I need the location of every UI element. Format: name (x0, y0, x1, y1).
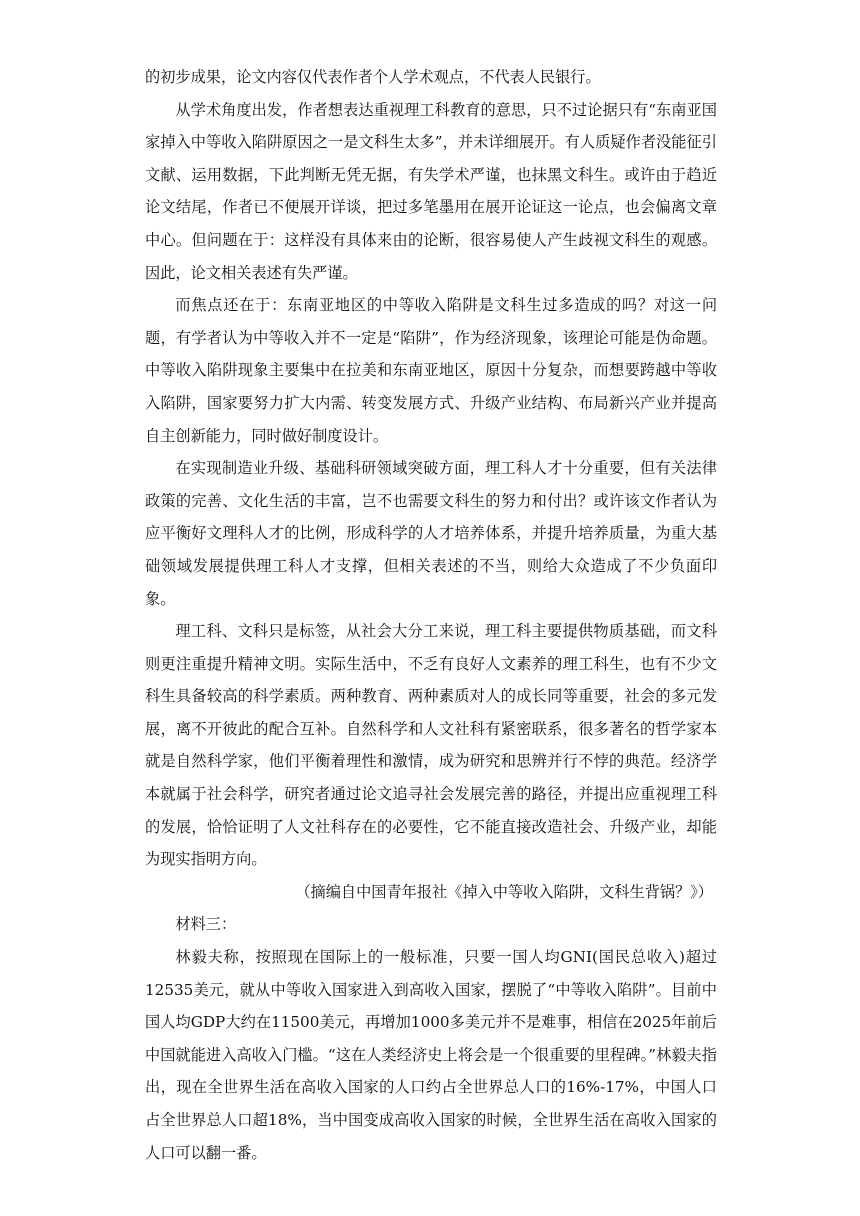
paragraph: 理工科、文科只是标签，从社会大分工来说，理工科主要提供物质基础，而文科则更注重提升精神文明。实际生活中，不乏有良好人文素养的理工科生，也有不少文科生具备较高的科学素质。两种教育、两种素质对人的成长同等重要，社会的多元发展，离不开彼此的配合互补。自然科学和人文社科有紧密联系，很多著名的哲学家本就是自然科学家，他们平衡着理性和激情，成为研究和思辨并行不悖的典范。经济学本就属于社会科学，研究者通过论文追寻社会发展完善的路径，并提出应重视理工科的发展，恰恰证明了人文社科存在的必要性，它不能直接改造社会、升级产业，却能为现实指明方向。 (145, 622, 717, 869)
article-body (145, 61, 717, 1169)
paragraph: 而焦点还在于：东南亚地区的中等收入陷阱是文科生过多造成的吗？对这一问题，有学者认为中等收入并不一定是“陷阱”，作为经济现象，该理论可能是伪命题。中等收入陷阱现象主要集中在拉美和东南亚地区，原因十分复杂，而想要跨越中等收入陷阱，国家要努力扩大内需、转变发展方式、升级产业结构、布局新兴产业并提高自主创新能力，同时做好制度设计。 (145, 296, 717, 445)
material-label: 材料三： (175, 915, 237, 934)
paragraph: 从学术角度出发，作者想表达重视理工科教育的意思，只不过论据只有“东南亚国家掉入中等收入陷阱原因之一是文科生太多”，并未详细展开。有人质疑作者没能征引文献、运用数据，下此判断无凭无据，有失学术严谨，也抹黑文科生。或许由于趋近论文结尾，作者已不便展开详谈，把过多笔墨用在展开论证这一论点，也会偏离文章中心。但问题在于：这样没有具体来由的论断，很容易使人产生歧视文科生的观感。因此，论文相关表述有失严谨。 (145, 100, 717, 282)
paragraph: 的初步成果，论文内容仅代表作者个人学术观点，不代表人民银行。 (145, 68, 601, 86)
source-citation: （摘编自中国青年报社《掉入中等收入陷阱，文科生背锅？》） (295, 882, 713, 901)
paragraph: 在实现制造业升级、基础科研领域突破方面，理工科人才十分重要，但有关法律政策的完善、文化生活的丰富，岂不也需要文科生的努力和付出？或许该文作者认为应平衡好文理科人才的比例，形成科学的人才培养体系，并提升培养质量，为重大基础领域发展提供理工科人才支撑，但相关表述的不当，则给大众造成了不少负面印象。 (145, 459, 717, 608)
paragraph: 林毅夫称，按照现在国际上的一般标准，只要一国人均GNI(国民总收入)超过12535美元，就从中等收入国家进入到高收入国家，摆脱了“中等收入陷阱”。目前中国人均GDP大约在11500美元，再增加1000多美元并不是难事，相信在2025年前后中国就能进入高收入门槛。“这在人类经济史上将会是一个很重要的里程碑。”林毅夫指出，现在全世界生活在高收入国家的人口约占全世界总人口的16%-17%，中国人口占全世界总人口超18%，当中国变成高收入国家的时候，全世界生活在高收入国家的人口可以翻一番。 (145, 948, 717, 1162)
